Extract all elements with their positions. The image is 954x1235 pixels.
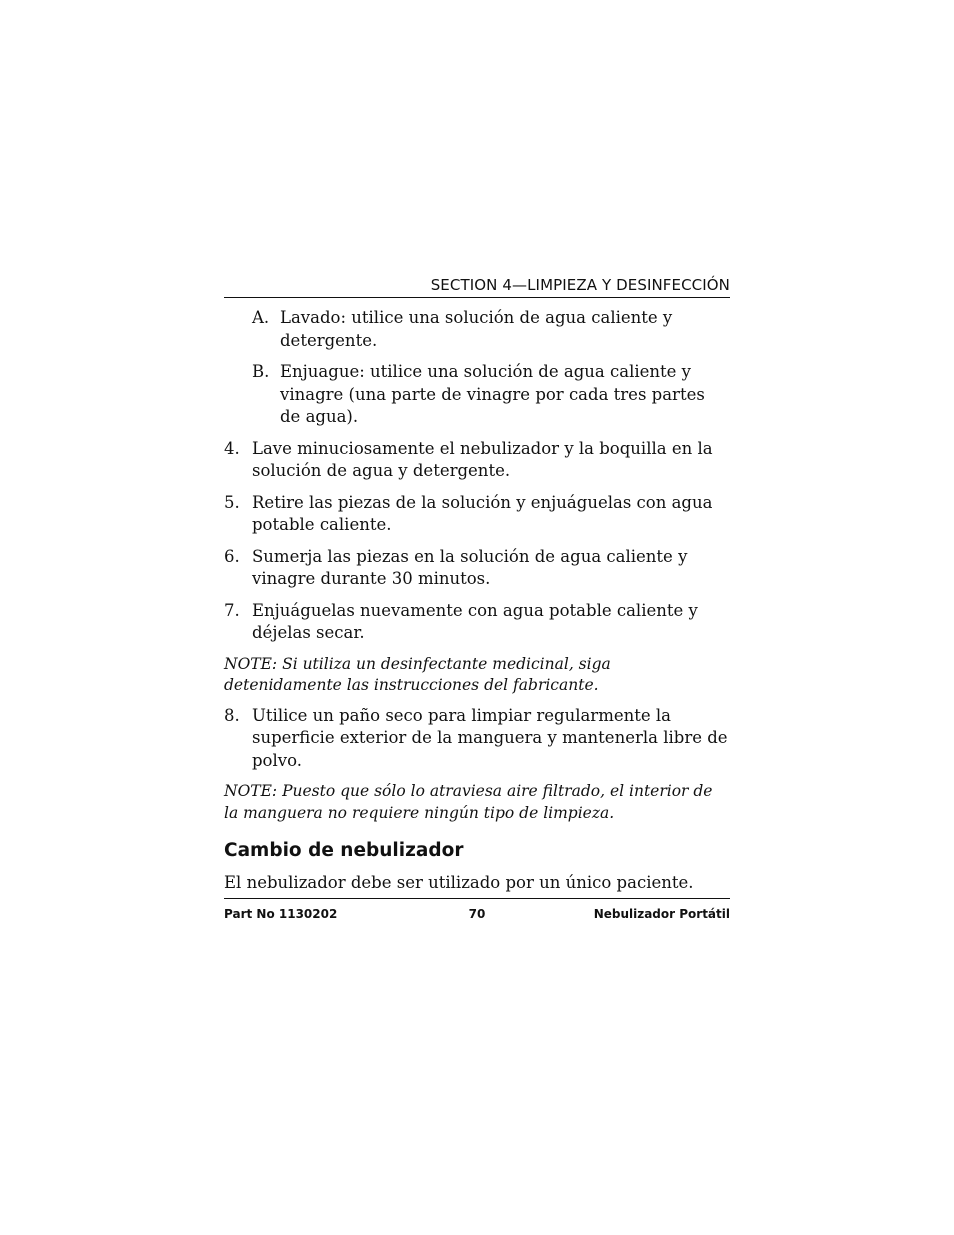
section-paragraph: El nebulizador debe ser utilizado por un único paciente. [224,873,694,892]
document-page [224,274,730,921]
footer-part-number: Part No 1130202 [224,906,338,921]
step-text: Retire las piezas de la solución y enjuáguelas con agua potable caliente. [252,492,713,534]
step-6 [224,546,730,591]
step-list [224,438,730,645]
step-8 [224,705,730,773]
step-marker: 5. [224,492,240,512]
step-4 [224,438,730,483]
sub-step-a [224,307,730,352]
step-marker: 8. [224,705,240,725]
step-text: Sumerja las piezas en la solución de agua caliente y vinagre durante 30 minutos. [252,546,688,588]
note-disinfectant: NOTE: Si utiliza un desinfectante medicinal, siga detenidamente las instrucciones del fabricante. [224,654,611,694]
step-marker: 4. [224,438,240,458]
sub-step-text: Lavado: utilice una solución de agua caliente y detergente. [280,308,673,350]
footer-page-number: 70 [468,906,486,921]
sub-step-text: Enjuague: utilice una solución de agua caliente y vinagre (una parte de vinagre por cada tres partes de agua). [280,362,705,426]
note-hose-interior: NOTE: Puesto que sólo lo atraviesa aire filtrado, el interior de la manguera no requiere ningún tipo de limpieza. [224,782,713,822]
step-5 [224,492,730,537]
sub-step-marker: A. [252,308,270,327]
step-text: Lave minuciosamente el nebulizador y la boquilla en la solución de agua y detergente. [252,438,713,480]
sub-step-list [224,307,730,429]
footer-product-name: Nebulizador Portátil [593,906,730,921]
step-7 [224,600,730,645]
section-heading: Cambio de nebulizador [224,840,464,861]
page-footer [224,898,730,921]
step-marker: 6. [224,546,240,566]
step-text: Enjuáguelas nuevamente con agua potable caliente y déjelas secar. [252,600,698,642]
sub-step-b [224,361,730,429]
step-text: Utilice un paño seco para limpiar regularmente la superficie exterior de la manguera y mantenerla libre de polvo. [252,705,728,770]
sub-step-marker: B. [252,362,270,381]
step-marker: 7. [224,600,240,620]
section-header: SECTION 4—LIMPIEZA Y DESINFECCIÓN [224,274,730,298]
